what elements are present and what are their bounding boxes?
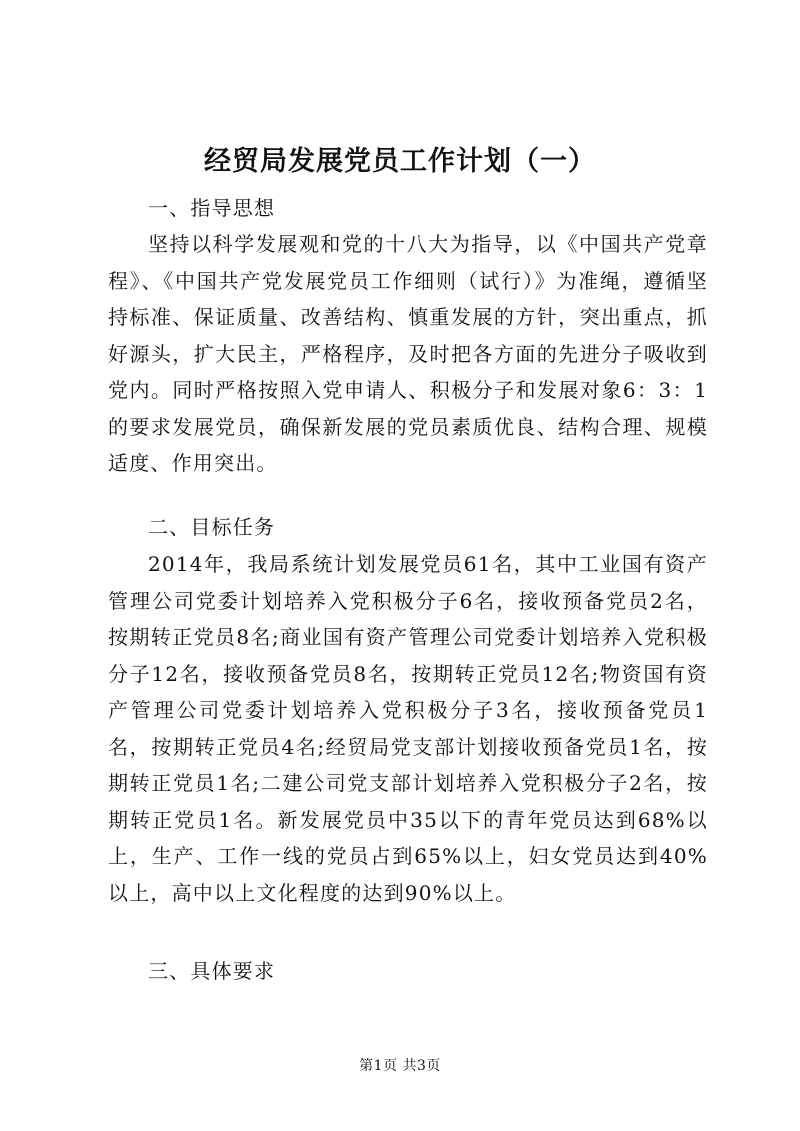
section-paragraph-goals-tasks: 2014年，我局系统计划发展党员61名，其中工业国有资产管理公司党委计划培养入党积极分子6名，接收预备党员2名，按期转正党员8名;商业国有资产管理公司党委计划培养入党积极分子12名，接收预备党员8名，按期转正党员12名;物资国有资产管理公司党委计划培养入党积极分子3名，接收预备党员1名，按期转正党员4名;经贸局党支部计划接收预备党员1名，按期转正党员1名;二建公司党支部计划培养入党积极分子2名，按期转正党员1名。新发展党员中35以下的青年党员达到68%以上，生产、工作一线的党员占到65%以上，妇女党员达到40%以上，高中以上文化程度的达到90%以上。 [108, 552, 708, 905]
document-title: 经贸局发展党员工作计划（一） [204, 146, 596, 177]
section-paragraph-guiding-ideology: 坚持以科学发展观和党的十八大为指导，以《中国共产党章程》、《中国共产党发展党员工作细则（试行）》为准绳，遵循坚持标准、保证质量、改善结构、慎重发展的方针，突出重点，抓好源头，扩大民主，严格程序，及时把各方面的先进分子吸收到党内。同时严格按照入党申请人、积极分子和发展对象6：3：1的要求发展党员，确保新发展的党员素质优良、结构合理、规模适度、作用突出。 [108, 232, 708, 475]
section-heading-specific-requirements: 三、具体要求 [148, 959, 276, 983]
section-heading-goals-tasks: 二、目标任务 [148, 515, 276, 539]
page-indicator: 第1页 共3页 [359, 1058, 441, 1074]
section-heading-guiding-ideology: 一、指导思想 [148, 196, 276, 220]
